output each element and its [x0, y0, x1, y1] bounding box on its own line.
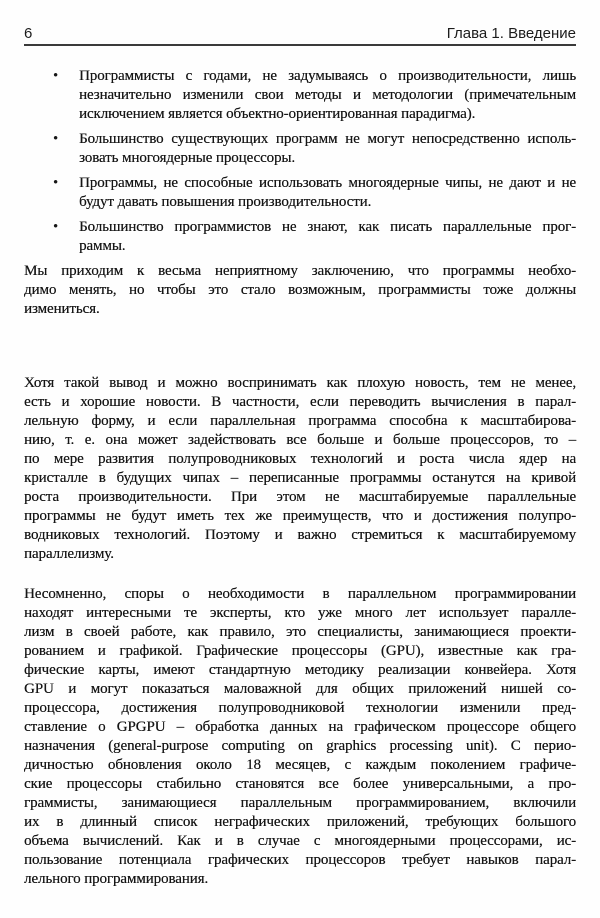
- text-line: программы не будут иметь тех же преимуществ, что и достижения полупро-: [24, 508, 576, 524]
- text-line: измениться.: [24, 301, 100, 317]
- text-line: раммы.: [79, 238, 126, 254]
- header-rule: [24, 44, 576, 46]
- text-line: Хотя такой вывод и можно воспринимать как плохую новость, тем не менее,: [24, 375, 576, 391]
- text-line: кристалле в будущих чипах – переписанные программы останутся на кривой: [24, 470, 576, 486]
- bullet-icon: •: [53, 175, 59, 191]
- text-line: назначения (general-purpose computing on graphics processing unit). С перио-: [24, 738, 576, 754]
- bullet-list: [24, 67, 576, 256]
- text-line: фические карты, имеют стандартную методику реализации конвейера. Хотя: [24, 662, 576, 678]
- text-line: нию, т. е. она может задействовать все больше и больше процессоров, то –: [24, 432, 576, 448]
- paragraph-gpu: [24, 585, 576, 889]
- text-line: зовать многоядерные процессоры.: [79, 150, 295, 166]
- list-item: [24, 130, 576, 168]
- paragraph-good-news: [24, 374, 576, 564]
- text-line: лизм в своей работе, как правило, это специалисты, занимающиеся проекти-: [24, 624, 576, 640]
- text-line: GPU и могут показаться маловажной для общих приложений нишей со-: [24, 681, 576, 697]
- text-line: будут давать повышения производительности.: [79, 194, 372, 210]
- text-line: граммисты, занимающиеся параллельным программированием, включили: [24, 795, 576, 811]
- bullet-text: [79, 218, 576, 256]
- chapter-title: Глава 1. Введение: [446, 25, 576, 42]
- list-item: [24, 218, 576, 256]
- text-line: процессора, достижения полупроводниковой технологии изменили пред-: [24, 700, 576, 716]
- text-line: водниковых технологий. Поэтому и важно стремиться к масштабируемому: [24, 527, 576, 543]
- text-line: димо менять, но чтобы это стало возможным, программисты тоже должны: [24, 282, 576, 298]
- bullet-icon: •: [53, 68, 59, 84]
- text-line: рованием и графикой. Графические процессоры (GPU), известные как гра-: [24, 643, 576, 659]
- list-item: [24, 67, 576, 124]
- text-line: по мере развития полупроводниковых технологий и роста числа ядер на: [24, 451, 576, 467]
- text-line: дичностью обновления около 18 месяцев, с каждым поколением графиче-: [24, 757, 576, 773]
- text-line: пользование потенциала графических процессоров требует навыков парал-: [24, 852, 576, 868]
- text-line: их в длинный список неграфических приложений, требующих большого: [24, 814, 576, 830]
- page-number: 6: [24, 25, 33, 42]
- text-line: Несомненно, споры о необходимости в параллельном программировании: [24, 586, 576, 602]
- text-line: параллелизму.: [24, 546, 114, 562]
- text-line: лельного программирования.: [24, 871, 209, 887]
- text-line: ставление о GPGPU – обработка данных на графическом процессоре общего: [24, 719, 576, 735]
- bullet-text: [79, 174, 576, 212]
- text-line: исключением является объектно-ориентированная парадигма).: [79, 106, 476, 122]
- text-line: есть и хорошие новости. В частности, если переводить вычисления в парал-: [24, 394, 576, 410]
- text-line: Программисты с годами, не задумываясь о производительности, лишь: [79, 68, 576, 84]
- text-line: объема вычислений. Как и в случае с многоядерными процессорами, ис-: [24, 833, 576, 849]
- text-line: Большинство программистов не знают, как писать параллельные прог-: [79, 219, 576, 235]
- bullet-icon: •: [53, 131, 59, 147]
- page-header: [24, 0, 576, 42]
- paragraph-conclusion: [24, 262, 576, 319]
- bullet-icon: •: [53, 219, 59, 235]
- text-line: ские процессоры стабильно становятся все более универсальными, а про-: [24, 776, 576, 792]
- text-line: роста производительности. При этом не масштабируемые параллельные: [24, 489, 576, 505]
- text-line: Большинство существующих программ не могут непосредственно исполь-: [79, 131, 576, 147]
- text-line: находят интересными те эксперты, кто уже много лет использует паралле-: [24, 605, 576, 621]
- bullet-text: [79, 67, 576, 124]
- list-item: [24, 174, 576, 212]
- text-line: Программы, не способные использовать многоядерные чипы, не дают и не: [79, 175, 576, 191]
- text-line: незначительно изменили свои методы и методологии (примечательным: [79, 87, 576, 103]
- text-line: Мы приходим к весьма неприятному заключению, что программы необхо-: [24, 263, 576, 279]
- bullet-text: [79, 130, 576, 168]
- text-line: лельную форму, и если параллельная программа способна к масштабирова-: [24, 413, 576, 429]
